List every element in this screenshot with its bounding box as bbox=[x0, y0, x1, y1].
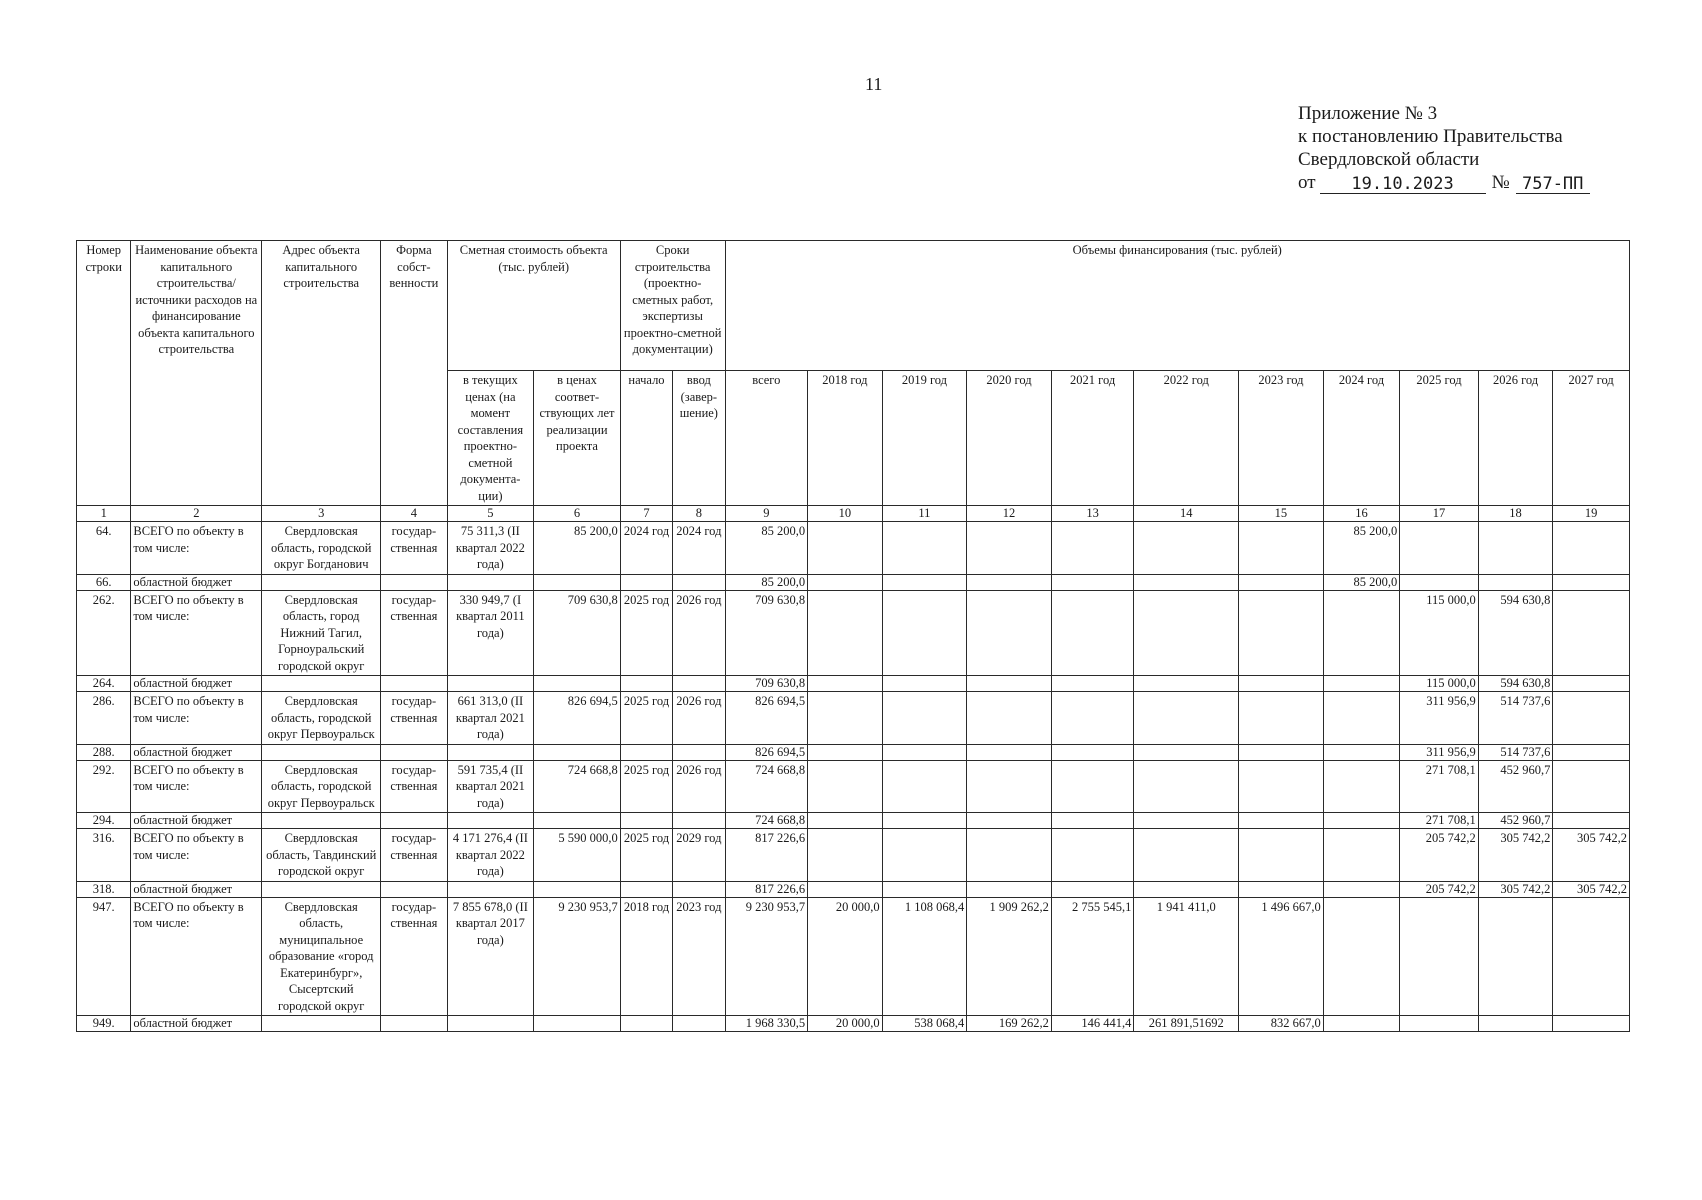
header-estimate-years: в ценах соответ-ствующих лет реализации проекта bbox=[534, 371, 621, 506]
table-cell: 514 737,6 bbox=[1478, 692, 1553, 745]
table-cell bbox=[1323, 881, 1400, 897]
table-cell: 2025 год bbox=[620, 692, 672, 745]
table-cell: 20 000,0 bbox=[808, 1016, 883, 1032]
column-index-cell: 3 bbox=[262, 506, 381, 522]
budget-row bbox=[77, 676, 1630, 692]
table-cell bbox=[620, 1016, 672, 1032]
table-cell bbox=[882, 829, 967, 882]
table-cell bbox=[620, 574, 672, 590]
table-cell: ВСЕГО по объекту в том числе: bbox=[131, 897, 262, 1016]
table-cell: областной бюджет bbox=[131, 574, 262, 590]
header-year: 2019 год bbox=[882, 371, 967, 506]
table-cell bbox=[1478, 1016, 1553, 1032]
table-cell bbox=[967, 744, 1052, 760]
table-cell: 2025 год bbox=[620, 760, 672, 813]
table-cell bbox=[1400, 897, 1479, 1016]
table-cell: 2029 год bbox=[673, 829, 725, 882]
table-cell: 2026 год bbox=[673, 692, 725, 745]
table-cell: 2025 год bbox=[620, 829, 672, 882]
table-cell: 724 668,8 bbox=[725, 813, 808, 829]
table-cell: 261 891,51692 bbox=[1134, 1016, 1239, 1032]
table-cell bbox=[381, 1016, 447, 1032]
table-cell bbox=[808, 522, 883, 575]
table-cell bbox=[262, 574, 381, 590]
table-cell: ВСЕГО по объекту в том числе: bbox=[131, 590, 262, 676]
table-cell bbox=[967, 813, 1052, 829]
table-cell: 66. bbox=[77, 574, 131, 590]
table-cell bbox=[381, 676, 447, 692]
table-cell bbox=[1051, 760, 1134, 813]
table-cell bbox=[447, 1016, 534, 1032]
table-cell bbox=[1400, 574, 1479, 590]
table-cell: государ-ственная bbox=[381, 829, 447, 882]
header-year: 2020 год bbox=[967, 371, 1052, 506]
table-cell bbox=[262, 1016, 381, 1032]
table-cell: 5 590 000,0 bbox=[534, 829, 621, 882]
table-cell: 146 441,4 bbox=[1051, 1016, 1134, 1032]
table-cell bbox=[882, 574, 967, 590]
table-cell: 205 742,2 bbox=[1400, 829, 1479, 882]
table-cell bbox=[1134, 692, 1239, 745]
column-index-row bbox=[77, 506, 1630, 522]
table-cell bbox=[1051, 590, 1134, 676]
column-index-cell: 8 bbox=[673, 506, 725, 522]
from-label: от bbox=[1298, 172, 1316, 193]
table-cell: областной бюджет bbox=[131, 676, 262, 692]
table-cell bbox=[673, 574, 725, 590]
page-number: 11 bbox=[865, 74, 883, 94]
table-cell bbox=[534, 1016, 621, 1032]
table-cell: 2026 год bbox=[673, 590, 725, 676]
column-index-cell: 15 bbox=[1239, 506, 1324, 522]
header-year: 2027 год bbox=[1553, 371, 1630, 506]
table-cell: ВСЕГО по объекту в том числе: bbox=[131, 760, 262, 813]
table-cell: ВСЕГО по объекту в том числе: bbox=[131, 692, 262, 745]
object-total-row bbox=[77, 897, 1630, 1016]
table-cell: 85 200,0 bbox=[725, 522, 808, 575]
table-cell bbox=[1134, 881, 1239, 897]
table-cell: 311 956,9 bbox=[1400, 692, 1479, 745]
header-estimate-current: в текущих ценах (на момент составления проектно-сметной документа-ции) bbox=[447, 371, 534, 506]
table-cell: 826 694,5 bbox=[725, 744, 808, 760]
table-cell: 286. bbox=[77, 692, 131, 745]
table-cell: 832 667,0 bbox=[1239, 1016, 1324, 1032]
appendix-title: Приложение № 3 bbox=[1298, 103, 1438, 124]
table-cell: 292. bbox=[77, 760, 131, 813]
table-cell: 205 742,2 bbox=[1400, 881, 1479, 897]
table-cell: 64. bbox=[77, 522, 131, 575]
table-cell bbox=[673, 881, 725, 897]
table-cell: 75 311,3 (II квартал 2022 года) bbox=[447, 522, 534, 575]
table-cell bbox=[1134, 829, 1239, 882]
header-financing: Объемы финансирования (тыс. рублей) bbox=[725, 241, 1629, 371]
table-cell bbox=[1239, 744, 1324, 760]
column-index-cell: 18 bbox=[1478, 506, 1553, 522]
table-cell: ВСЕГО по объекту в том числе: bbox=[131, 522, 262, 575]
table-cell: областной бюджет bbox=[131, 813, 262, 829]
table-cell: областной бюджет bbox=[131, 881, 262, 897]
table-cell bbox=[1323, 692, 1400, 745]
table-cell: 169 262,2 bbox=[967, 1016, 1052, 1032]
table-cell: 85 200,0 bbox=[1323, 522, 1400, 575]
appendix-header bbox=[1298, 102, 1598, 194]
table-cell bbox=[882, 676, 967, 692]
table-cell: 2024 год bbox=[620, 522, 672, 575]
table-cell bbox=[882, 522, 967, 575]
header-year: 2021 год bbox=[1051, 371, 1134, 506]
table-cell: 2026 год bbox=[673, 760, 725, 813]
table-cell bbox=[1239, 813, 1324, 829]
table-cell: 514 737,6 bbox=[1478, 744, 1553, 760]
table-cell bbox=[1553, 590, 1630, 676]
table-cell bbox=[808, 760, 883, 813]
table-cell: Свердловская область, Тавдинский городской округ bbox=[262, 829, 381, 882]
table-cell: 949. bbox=[77, 1016, 131, 1032]
table-cell: 264. bbox=[77, 676, 131, 692]
header-row-number: Номер строки bbox=[77, 241, 131, 506]
header-term-end: ввод (завер-шение) bbox=[673, 371, 725, 506]
table-cell: 9 230 953,7 bbox=[534, 897, 621, 1016]
table-cell bbox=[1134, 744, 1239, 760]
table-cell bbox=[1478, 522, 1553, 575]
table-cell bbox=[882, 744, 967, 760]
table-cell bbox=[967, 590, 1052, 676]
budget-row bbox=[77, 881, 1630, 897]
column-index-cell: 14 bbox=[1134, 506, 1239, 522]
table-cell bbox=[1239, 676, 1324, 692]
table-cell bbox=[1323, 744, 1400, 760]
table-cell bbox=[262, 744, 381, 760]
table-cell bbox=[1323, 590, 1400, 676]
table-cell bbox=[1051, 692, 1134, 745]
table-cell bbox=[808, 881, 883, 897]
table-cell bbox=[1323, 760, 1400, 813]
column-index-cell: 19 bbox=[1553, 506, 1630, 522]
object-total-row bbox=[77, 590, 1630, 676]
table-cell bbox=[1134, 676, 1239, 692]
table-cell: Свердловская область, городской округ Богданович bbox=[262, 522, 381, 575]
table-cell bbox=[1239, 692, 1324, 745]
table-cell bbox=[967, 760, 1052, 813]
table-body bbox=[77, 506, 1630, 1032]
table-cell bbox=[882, 813, 967, 829]
header-year: 2024 год bbox=[1323, 371, 1400, 506]
table-cell bbox=[808, 574, 883, 590]
table-cell bbox=[1134, 813, 1239, 829]
header-estimate: Сметная стоимость объекта (тыс. рублей) bbox=[447, 241, 620, 371]
table-cell bbox=[1323, 829, 1400, 882]
object-total-row bbox=[77, 522, 1630, 575]
budget-row bbox=[77, 574, 1630, 590]
table-cell bbox=[381, 574, 447, 590]
table-cell: 538 068,4 bbox=[882, 1016, 967, 1032]
table-cell bbox=[534, 813, 621, 829]
column-index-cell: 17 bbox=[1400, 506, 1479, 522]
table-cell: 724 668,8 bbox=[534, 760, 621, 813]
decree-number: 757-ПП bbox=[1516, 175, 1590, 194]
table-cell bbox=[262, 813, 381, 829]
table-cell bbox=[1239, 590, 1324, 676]
table-cell: Свердловская область, городской округ Первоуральск bbox=[262, 760, 381, 813]
object-total-row bbox=[77, 760, 1630, 813]
table-cell bbox=[808, 744, 883, 760]
table-cell: 271 708,1 bbox=[1400, 813, 1479, 829]
header-year: 2023 год bbox=[1239, 371, 1324, 506]
table-cell: 305 742,2 bbox=[1478, 881, 1553, 897]
table-cell bbox=[1134, 522, 1239, 575]
table-cell: 1 968 330,5 bbox=[725, 1016, 808, 1032]
table-cell bbox=[1239, 760, 1324, 813]
table-cell bbox=[1323, 676, 1400, 692]
table-cell bbox=[808, 590, 883, 676]
column-index-cell: 7 bbox=[620, 506, 672, 522]
table-cell bbox=[381, 744, 447, 760]
table-cell bbox=[620, 744, 672, 760]
table-cell: 724 668,8 bbox=[725, 760, 808, 813]
table-cell bbox=[447, 676, 534, 692]
header-term-start: начало bbox=[620, 371, 672, 506]
table-cell: 1 496 667,0 bbox=[1239, 897, 1324, 1016]
table-cell: 709 630,8 bbox=[534, 590, 621, 676]
table-cell: государ-ственная bbox=[381, 897, 447, 1016]
appendix-region-line: Свердловской области bbox=[1298, 149, 1480, 170]
column-index-cell: 4 bbox=[381, 506, 447, 522]
column-index-cell: 10 bbox=[808, 506, 883, 522]
table-cell bbox=[1478, 897, 1553, 1016]
table-cell bbox=[967, 574, 1052, 590]
table-cell: 330 949,7 (I квартал 2011 года) bbox=[447, 590, 534, 676]
table-cell: Свердловская область, муниципальное образование «город Екатеринбург», Сысертский городской округ bbox=[262, 897, 381, 1016]
table-cell: 826 694,5 bbox=[725, 692, 808, 745]
table-cell bbox=[1239, 574, 1324, 590]
table-cell bbox=[673, 676, 725, 692]
table-cell bbox=[1134, 760, 1239, 813]
table-cell bbox=[1051, 881, 1134, 897]
table-cell: 1 108 068,4 bbox=[882, 897, 967, 1016]
table-cell bbox=[1323, 897, 1400, 1016]
table-cell: 115 000,0 bbox=[1400, 676, 1479, 692]
object-total-row bbox=[77, 692, 1630, 745]
header-year: 2018 год bbox=[808, 371, 883, 506]
table-cell bbox=[1553, 1016, 1630, 1032]
table-cell: 594 630,8 bbox=[1478, 676, 1553, 692]
table-cell: 947. bbox=[77, 897, 131, 1016]
table-cell: 817 226,6 bbox=[725, 881, 808, 897]
table-cell: областной бюджет bbox=[131, 744, 262, 760]
table-cell bbox=[262, 676, 381, 692]
table-cell: Свердловская область, город Нижний Тагил, Горноуральский городской округ bbox=[262, 590, 381, 676]
header-terms: Сроки строительства (проектно-сметных работ, экспертизы проектно-сметной документации) bbox=[620, 241, 725, 371]
budget-row bbox=[77, 813, 1630, 829]
table-cell: 271 708,1 bbox=[1400, 760, 1479, 813]
table-cell: 305 742,2 bbox=[1553, 881, 1630, 897]
table-cell: государ-ственная bbox=[381, 760, 447, 813]
table-cell bbox=[447, 744, 534, 760]
table-cell bbox=[673, 744, 725, 760]
table-cell bbox=[673, 813, 725, 829]
table-cell: 85 200,0 bbox=[1323, 574, 1400, 590]
table-cell: государ-ственная bbox=[381, 522, 447, 575]
table-cell bbox=[381, 813, 447, 829]
table-cell: 85 200,0 bbox=[534, 522, 621, 575]
table-cell bbox=[262, 881, 381, 897]
table-cell bbox=[381, 881, 447, 897]
table-cell bbox=[808, 813, 883, 829]
table-cell bbox=[1553, 760, 1630, 813]
table-cell: 115 000,0 bbox=[1400, 590, 1479, 676]
table-cell: 20 000,0 bbox=[808, 897, 883, 1016]
table-cell bbox=[1400, 1016, 1479, 1032]
column-index-cell: 9 bbox=[725, 506, 808, 522]
table-cell bbox=[534, 574, 621, 590]
table-cell bbox=[1553, 897, 1630, 1016]
table-cell: 709 630,8 bbox=[725, 676, 808, 692]
header-address: Адрес объекта капитального строительства bbox=[262, 241, 381, 506]
header-object-name: Наименование объекта капитального строительства/ источники расходов на финансирование объекта капитального строительства bbox=[131, 241, 262, 506]
column-index-cell: 6 bbox=[534, 506, 621, 522]
table-cell bbox=[967, 676, 1052, 692]
table-cell bbox=[534, 881, 621, 897]
table-cell bbox=[1553, 574, 1630, 590]
table-cell: 2024 год bbox=[673, 522, 725, 575]
decree-date-number bbox=[1298, 171, 1598, 194]
table-cell bbox=[1239, 522, 1324, 575]
table-cell: 4 171 276,4 (II квартал 2022 года) bbox=[447, 829, 534, 882]
table-cell bbox=[447, 813, 534, 829]
table-cell: 709 630,8 bbox=[725, 590, 808, 676]
header-year: 2025 год bbox=[1400, 371, 1479, 506]
table-cell bbox=[534, 744, 621, 760]
table-cell: 1 941 411,0 bbox=[1134, 897, 1239, 1016]
column-index-cell: 11 bbox=[882, 506, 967, 522]
table-cell: 305 742,2 bbox=[1553, 829, 1630, 882]
table-cell: 318. bbox=[77, 881, 131, 897]
table-cell bbox=[447, 881, 534, 897]
table-cell: 316. bbox=[77, 829, 131, 882]
table-cell: 262. bbox=[77, 590, 131, 676]
table-cell bbox=[808, 692, 883, 745]
table-cell: 2018 год bbox=[620, 897, 672, 1016]
financing-table bbox=[76, 240, 1630, 1032]
table-cell bbox=[882, 760, 967, 813]
budget-row bbox=[77, 744, 1630, 760]
table-cell: 591 735,4 (II квартал 2021 года) bbox=[447, 760, 534, 813]
appendix-decree-line: к постановлению Правительства bbox=[1298, 126, 1563, 147]
table-cell: 305 742,2 bbox=[1478, 829, 1553, 882]
column-index-cell: 16 bbox=[1323, 506, 1400, 522]
table-cell: 294. bbox=[77, 813, 131, 829]
table-cell: 2 755 545,1 bbox=[1051, 897, 1134, 1016]
column-index-cell: 12 bbox=[967, 506, 1052, 522]
table-cell: областной бюджет bbox=[131, 1016, 262, 1032]
table-cell bbox=[1051, 522, 1134, 575]
table-cell bbox=[1051, 744, 1134, 760]
table-cell bbox=[1478, 574, 1553, 590]
table-cell: 288. bbox=[77, 744, 131, 760]
table-cell bbox=[967, 522, 1052, 575]
table-cell: государ-ственная bbox=[381, 692, 447, 745]
column-index-cell: 2 bbox=[131, 506, 262, 522]
table-cell bbox=[620, 813, 672, 829]
budget-row bbox=[77, 1016, 1630, 1032]
table-cell bbox=[808, 829, 883, 882]
table-cell bbox=[1323, 813, 1400, 829]
table-cell bbox=[1051, 574, 1134, 590]
table-cell: 452 960,7 bbox=[1478, 813, 1553, 829]
table-cell bbox=[673, 1016, 725, 1032]
table-cell bbox=[882, 692, 967, 745]
table-cell bbox=[1134, 574, 1239, 590]
table-cell bbox=[967, 881, 1052, 897]
table-cell: 452 960,7 bbox=[1478, 760, 1553, 813]
table-cell bbox=[882, 590, 967, 676]
table-cell bbox=[882, 881, 967, 897]
table-cell bbox=[1323, 1016, 1400, 1032]
table-cell bbox=[967, 829, 1052, 882]
table-cell: ВСЕГО по объекту в том числе: bbox=[131, 829, 262, 882]
table-cell: государ-ственная bbox=[381, 590, 447, 676]
table-cell: 2025 год bbox=[620, 590, 672, 676]
table-cell: 1 909 262,2 bbox=[967, 897, 1052, 1016]
table-cell bbox=[1051, 813, 1134, 829]
column-index-cell: 13 bbox=[1051, 506, 1134, 522]
table-cell: 594 630,8 bbox=[1478, 590, 1553, 676]
decree-date: 19.10.2023 bbox=[1320, 175, 1486, 194]
table-cell bbox=[1553, 744, 1630, 760]
table-cell: 311 956,9 bbox=[1400, 744, 1479, 760]
table-cell bbox=[1051, 829, 1134, 882]
header-year: 2026 год bbox=[1478, 371, 1553, 506]
header-ownership: Форма собст-венности bbox=[381, 241, 447, 506]
table-cell: 661 313,0 (II квартал 2021 года) bbox=[447, 692, 534, 745]
table-cell bbox=[447, 574, 534, 590]
table-cell bbox=[1400, 522, 1479, 575]
table-cell: 7 855 678,0 (II квартал 2017 года) bbox=[447, 897, 534, 1016]
table-cell bbox=[1239, 881, 1324, 897]
table-cell bbox=[808, 676, 883, 692]
table-cell: 9 230 953,7 bbox=[725, 897, 808, 1016]
column-index-cell: 5 bbox=[447, 506, 534, 522]
column-index-cell: 1 bbox=[77, 506, 131, 522]
table-cell bbox=[1553, 522, 1630, 575]
table-cell: 2023 год bbox=[673, 897, 725, 1016]
table-cell: 826 694,5 bbox=[534, 692, 621, 745]
table-cell bbox=[1134, 590, 1239, 676]
table-cell bbox=[1553, 813, 1630, 829]
table-cell bbox=[1553, 676, 1630, 692]
table-cell bbox=[620, 676, 672, 692]
table-cell: 817 226,6 bbox=[725, 829, 808, 882]
object-total-row bbox=[77, 829, 1630, 882]
table-cell bbox=[620, 881, 672, 897]
table-cell: 85 200,0 bbox=[725, 574, 808, 590]
header-year: 2022 год bbox=[1134, 371, 1239, 506]
table-cell bbox=[1239, 829, 1324, 882]
number-label: № bbox=[1491, 172, 1510, 193]
table-cell bbox=[1553, 692, 1630, 745]
table-cell: Свердловская область, городской округ Первоуральск bbox=[262, 692, 381, 745]
table-cell bbox=[1051, 676, 1134, 692]
table-cell bbox=[534, 676, 621, 692]
table-cell bbox=[967, 692, 1052, 745]
header-total: всего bbox=[725, 371, 808, 506]
